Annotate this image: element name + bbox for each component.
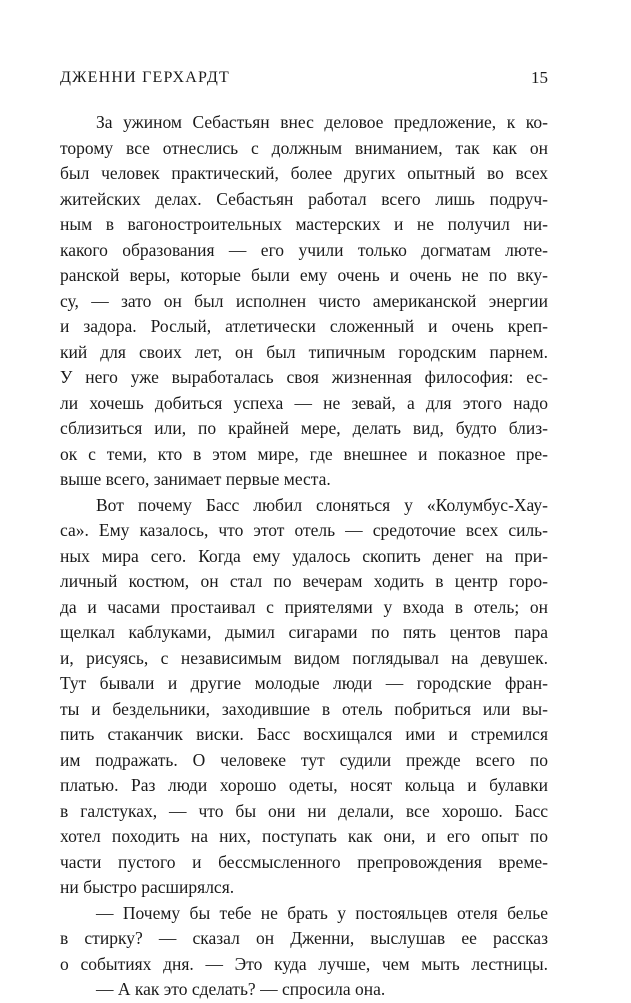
text-line: су, — зато он был исполнен чисто американской энергии [60,290,548,311]
text-line: и, рисуясь, с независимым видом поглядывал на девушек. [60,647,548,668]
text-line: — А как это сделать? — спросила она. [96,979,386,999]
text-line: торому все отнеслись с должным вниманием, так как он [60,137,548,158]
text-line: За ужином Себастьян внес деловое предложение, к ко- [96,112,548,132]
text-line: пить стаканчик виски. Басс восхищался ими и стремился [60,724,548,744]
running-head [60,66,548,90]
text-line: кий для своих лет, он был типичным городским парнем. [60,341,548,362]
text-line: ранской веры, которые были ему очень и очень не по вку- [60,265,548,285]
text-line: са». Ему казалось, что этот отель — средоточие всех силь- [60,520,548,540]
page-number: 15 [531,68,548,87]
text-line: хотел походить на них, поступать как они, и его опыт по [60,826,548,846]
text-line: платью. Раз люди хорошо одеты, носят кольца и булавки [60,775,548,795]
text-line: и задора. Рослый, атлетически сложенный и очень креп- [60,316,548,336]
text-line: да и часами простаивал с приятелями у входа в отель; он [60,596,548,617]
text-line: был человек практический, более других опытный во всех [60,163,548,183]
text-line: ли хочешь добиться успеха — не зевай, а для этого надо [60,392,548,413]
text-line: сблизиться или, по крайней мере, делать вид, будто близ- [60,418,548,438]
text-line: о событиях дня. — Это куда лучше, чем мыть лестницы. [60,953,548,974]
text-line: Вот почему Басс любил слоняться у «Колумбус-Хау- [96,494,548,515]
text-line: ок с теми, кто в этом мире, где внешнее и показное пре- [60,443,548,464]
text-line: — Почему бы тебе не брать у постояльцев отеля белье [96,902,548,923]
text-line: У него уже выработалась своя жизненная философия: ес- [60,367,548,387]
text-line: им подражать. О человеке тут судили прежде всего по [60,749,548,770]
text-line: части пустого и бессмысленного препровождения време- [60,851,548,872]
text-line: в галстуках, — что бы они ни делали, все хорошо. Басс [60,800,548,821]
body-text [60,110,548,1003]
text-line: ты и бездельники, заходившие в отель побриться или вы- [60,698,548,719]
text-line: какого образования — его учили только догматам люте- [60,239,548,260]
text-line: ным в вагоностроительных мастерских и не получил ни- [60,214,548,234]
text-line: в стирку? — сказал он Дженни, выслушав ее рассказ [60,928,548,948]
text-line: Тут бывали и другие молодые люди — городские фран- [60,673,548,693]
text-line: житейских делах. Себастьян работал всего лишь подруч- [60,188,548,209]
text-line: щелкал каблуками, дымил сигарами по пять центов пара [60,622,548,642]
text-line: личный костюм, он стал по вечерам ходить в центр горо- [60,571,548,591]
running-head-title: ДЖЕННИ ГЕРХАРДТ [60,69,230,86]
text-line: ни быстро расширялся. [60,877,235,897]
text-line: выше всего, занимает первые места. [60,469,331,489]
text-line: ных мира сего. Когда ему удалось скопить денег на при- [60,545,548,566]
